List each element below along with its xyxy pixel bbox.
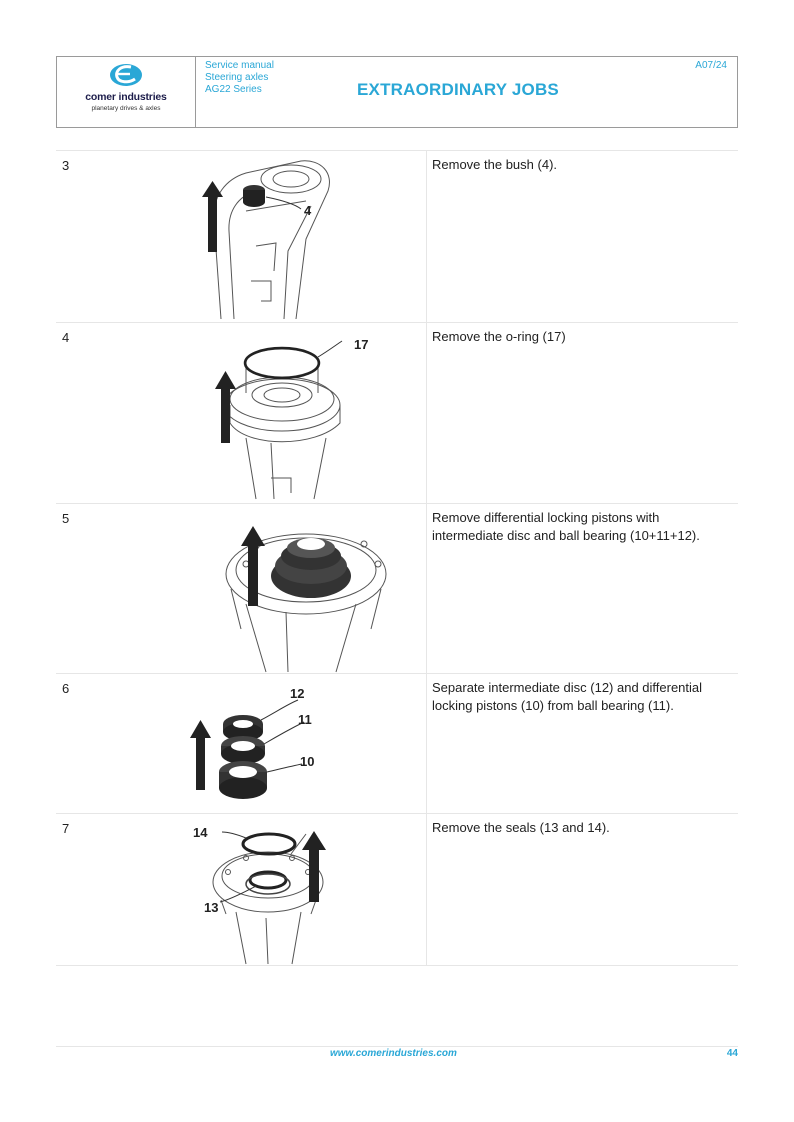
step-number: 5 — [62, 511, 70, 526]
steps-table — [56, 150, 738, 966]
callout-label: 10 — [300, 754, 315, 769]
callout-label: 12 — [290, 686, 305, 701]
document-code: A07/24 — [695, 60, 727, 71]
o-ring-removal-illustration — [96, 323, 426, 504]
step-row — [56, 814, 738, 966]
step-number: 4 — [62, 330, 70, 345]
meta-series: AG22 Series — [205, 84, 262, 95]
step-instruction: Remove the seals (13 and 14). — [432, 820, 610, 835]
page-title: EXTRAORDINARY JOBS — [357, 80, 559, 99]
step-number: 7 — [62, 821, 70, 836]
callout-label: 4 — [304, 203, 312, 218]
bush-removal-illustration — [96, 151, 426, 323]
company-logo — [57, 57, 196, 127]
page-header — [56, 56, 738, 128]
step-figure — [96, 504, 427, 673]
step-row — [56, 151, 738, 323]
page-number: 44 — [726, 1048, 738, 1059]
seal-removal-illustration — [96, 814, 426, 966]
piston-removal-illustration — [96, 504, 426, 674]
footer-website: www.comerindustries.com — [330, 1048, 457, 1059]
step-row — [56, 504, 738, 674]
step-instruction: Remove the bush (4). — [432, 157, 558, 172]
footer-divider — [56, 1046, 738, 1047]
logo-name: comer industries — [85, 91, 167, 103]
callout-label: 17 — [354, 337, 369, 352]
callout-label: 14 — [193, 825, 208, 840]
bearing-separation-illustration — [96, 674, 426, 814]
comer-logo-icon — [109, 61, 143, 89]
document-meta — [205, 60, 274, 96]
callout-label: 13 — [204, 900, 219, 915]
step-number: 6 — [62, 681, 70, 696]
step-instruction: Remove the o-ring (17) — [432, 329, 566, 344]
meta-category: Steering axles — [205, 72, 269, 83]
meta-manual: Service manual — [205, 60, 274, 71]
logo-tagline: planetary drives & axles — [91, 105, 161, 112]
callout-label: 11 — [298, 712, 312, 727]
step-row — [56, 323, 738, 504]
step-number: 3 — [62, 158, 70, 173]
step-instruction: Separate intermediate disc (12) and differential locking pistons (10) from ball bearing (11). — [432, 680, 703, 713]
step-row — [56, 674, 738, 814]
step-figure — [96, 674, 427, 813]
step-figure — [96, 323, 427, 503]
step-figure — [96, 151, 427, 322]
step-instruction: Remove differential locking pistons with intermediate disc and ball bearing (10+11+12). — [432, 510, 700, 543]
step-figure — [96, 814, 427, 965]
